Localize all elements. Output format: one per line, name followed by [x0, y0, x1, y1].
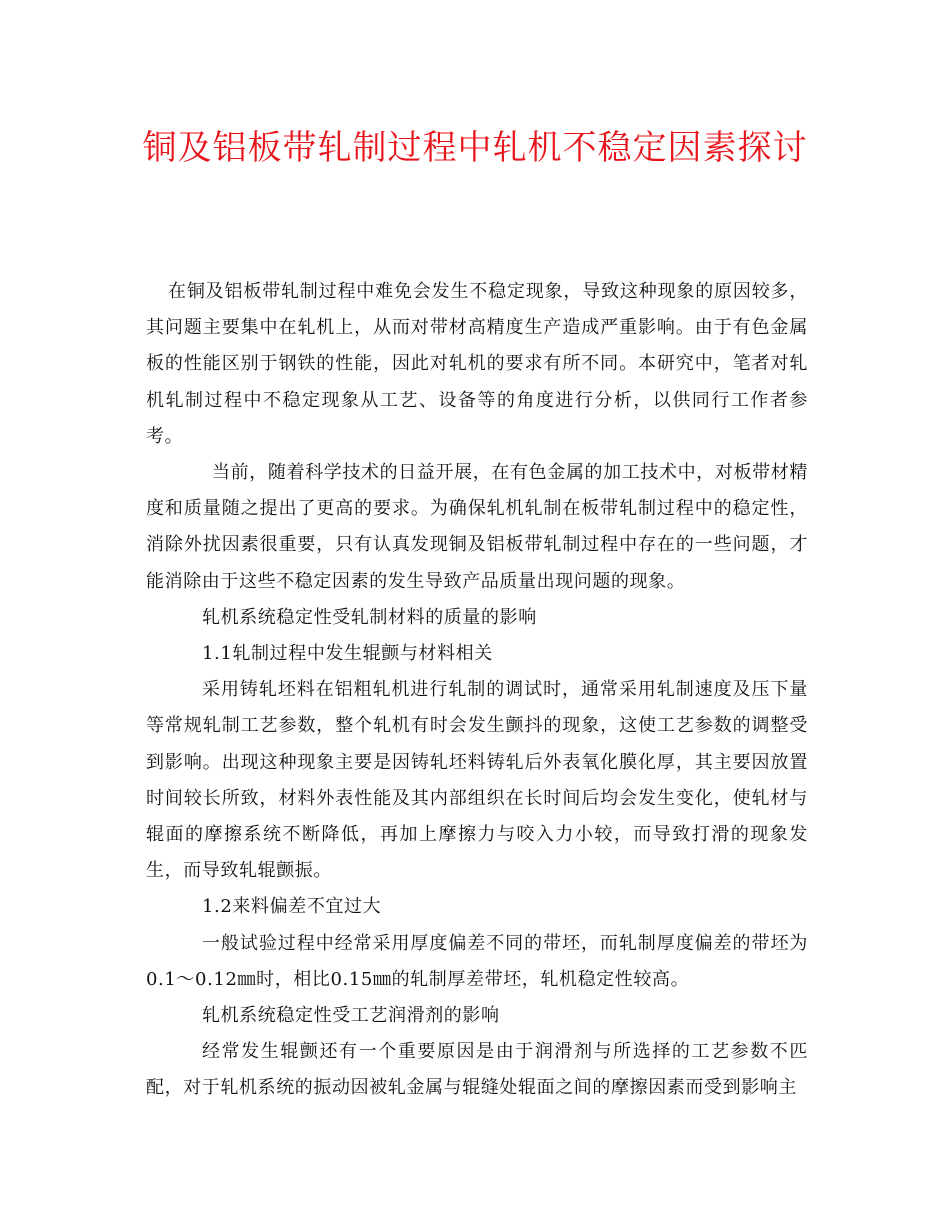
paragraph-lubricant-body: 经常发生辊颤还有一个重要原因是由于润滑剂与所选择的工艺参数不匹配，对于轧机系统的振动因被轧金属与辊缝处辊面之间的摩擦因素而受到影响主 — [146, 1041, 808, 1099]
paragraph-1-1-body: 采用铸轧坯料在铝粗轧机进行轧制的调试时，通常采用轧制速度及压下量等常规轧制工艺参数，整个轧机有时会发生颤抖的现象，这使工艺参数的调整受到影响。出现这种现象主要是因铸轧坯料铸轧后外表氧化膜化厚，其主要因放置时间较长所致，材料外表性能及其内部组织在长时间后均会发生变化，使轧材与辊面的摩擦系统不断降低，再加上摩擦力与咬入力小较，而导致打滑的现象发生，而导致轧辊颤振。 — [146, 679, 808, 882]
paragraph-intro: 在铜及铝板带轧制过程中难免会发生不稳定现象，导致这种现象的原因较多，其问题主要集中在轧机上，从而对带材高精度生产造成严重影响。由于有色金属板的性能区别于钢铁的性能，因此对轧机的要求有所不同。本研究中，笔者对轧机轧制过程中不稳定现象从工艺、设备等的角度进行分析，以供同行工作者参考。 — [146, 281, 808, 447]
document-body — [146, 274, 808, 1107]
section-heading-lubricant: 轧机系统稳定性受工艺润滑剂的影响 — [202, 1005, 500, 1027]
subsection-heading-1-1: 1.1轧制过程中发生辊颤与材料相关 — [202, 643, 493, 665]
subsection-heading-1-2: 1.2来料偏差不宜过大 — [202, 896, 382, 918]
paragraph-1-2-body: 一般试验过程中经常采用厚度偏差不同的带坯，而轧制厚度偏差的带坯为0.1～0.12㎜时，相比0.15㎜的轧制厚差带坯，轧机稳定性较高。 — [146, 932, 808, 990]
section-heading-material: 轧机系统稳定性受轧制材料的质量的影响 — [202, 606, 537, 628]
document-title: 铜及铝板带轧制过程中轧机不稳定因素探讨 — [142, 128, 808, 168]
paragraph-background: 当前，随着科学技术的日益开展，在有色金属的加工技术中，对板带材精度和质量随之提出了更高的要求。为确保轧机轧制在板带轧制过程中的稳定性，消除外扰因素很重要，只有认真发现铜及铝板带轧制过程中存在的一些问题，才能消除由于这些不稳定因素的发生导致产品质量出现问题的现象。 — [146, 462, 808, 592]
